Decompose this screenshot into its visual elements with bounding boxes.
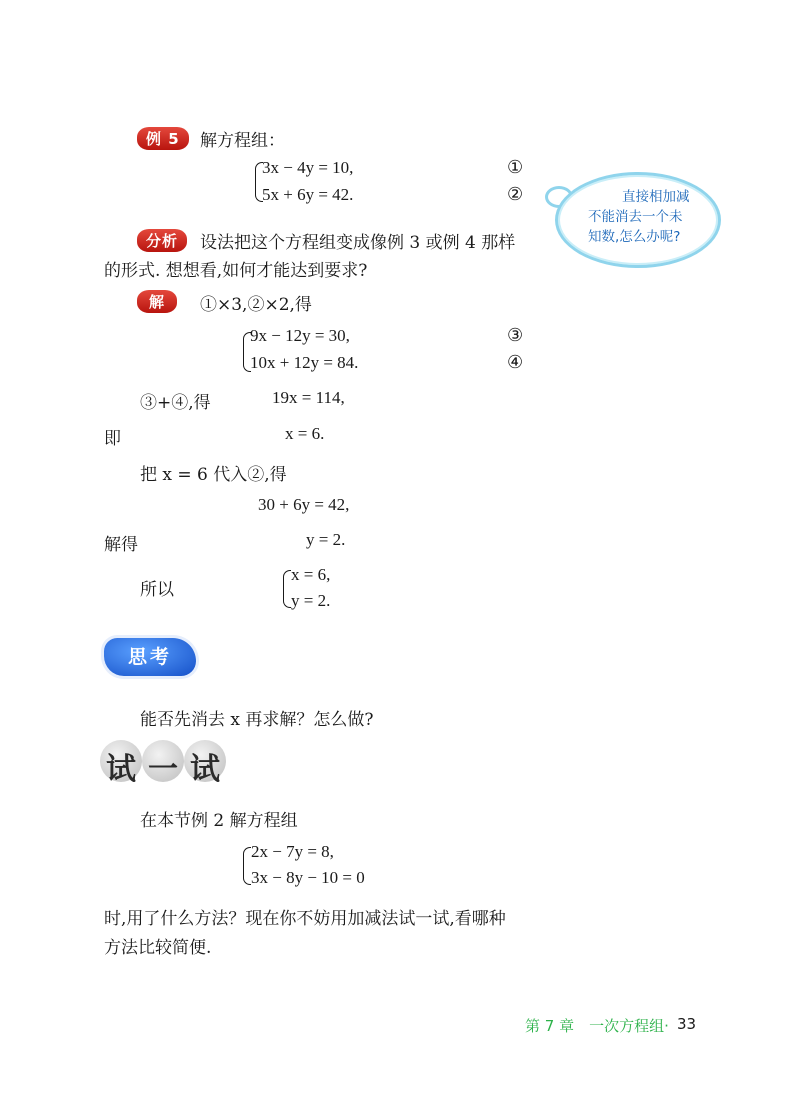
try-line-1: 时,用了什么方法？现在你不妨用加减法试一试,看哪种 [104, 909, 506, 929]
try-intro: 在本节例 2 解方程组 [140, 811, 298, 831]
equation-1-label: ① [507, 157, 524, 178]
example-title: 解方程组： [200, 131, 285, 151]
jiede-label: 解得 [104, 535, 138, 555]
substitute-step: 把 x = 6 代入②,得 [140, 465, 287, 485]
equation-2: 5x + 6y = 42. [262, 185, 354, 204]
bubble-line-1: 直接相加减 [622, 189, 690, 205]
bubble-line-2: 不能消去一个未 [588, 209, 683, 225]
try-brace [243, 847, 251, 885]
final-y: y = 2. [291, 591, 331, 610]
x-result: x = 6. [285, 424, 325, 443]
analysis-badge: 分析 [137, 229, 187, 252]
solution-badge: 解 [137, 290, 177, 313]
y-result: y = 2. [306, 530, 346, 549]
final-brace [283, 570, 291, 608]
ji-label: 即 [104, 429, 121, 449]
equation-3-label: ③ [507, 325, 524, 346]
try-equation-1: 2x − 7y = 8, [251, 842, 334, 861]
page-number: 33 [677, 1015, 697, 1033]
footer-chapter: 第 7 章 一次方程组· [525, 1017, 669, 1035]
equation-4: 10x + 12y = 84. [250, 353, 359, 372]
add-step: ③+④,得 [140, 393, 211, 413]
final-x: x = 6, [291, 565, 331, 584]
try-char-3: 试 [190, 752, 220, 787]
equation-1: 3x − 4y = 10, [262, 158, 354, 177]
equation-2-label: ② [507, 184, 524, 205]
try-line-2: 方法比较简便. [104, 938, 212, 958]
suoyi-label: 所以 [140, 580, 174, 600]
equation-3: 9x − 12y = 30, [250, 326, 350, 345]
try-equation-2: 3x − 8y − 10 = 0 [251, 868, 365, 887]
analysis-line-2: 的形式. 想想看,如何才能达到要求? [104, 261, 368, 281]
try-char-1: 试 [106, 752, 136, 787]
solution-step: ①×3,②×2,得 [200, 295, 312, 315]
example-badge: 例 5 [137, 127, 189, 150]
think-label: 思考 [104, 638, 196, 676]
substituted-equation: 30 + 6y = 42, [258, 495, 350, 514]
analysis-line-1: 设法把这个方程组变成像例 3 或例 4 那样 [200, 233, 516, 253]
think-question: 能否先消去 x 再求解？怎么做? [140, 710, 374, 730]
equation-4-label: ④ [507, 352, 524, 373]
try-char-2: 一 [148, 752, 178, 787]
bubble-line-3: 知数,怎么办呢? [588, 229, 681, 245]
add-result: 19x = 114, [272, 388, 345, 407]
